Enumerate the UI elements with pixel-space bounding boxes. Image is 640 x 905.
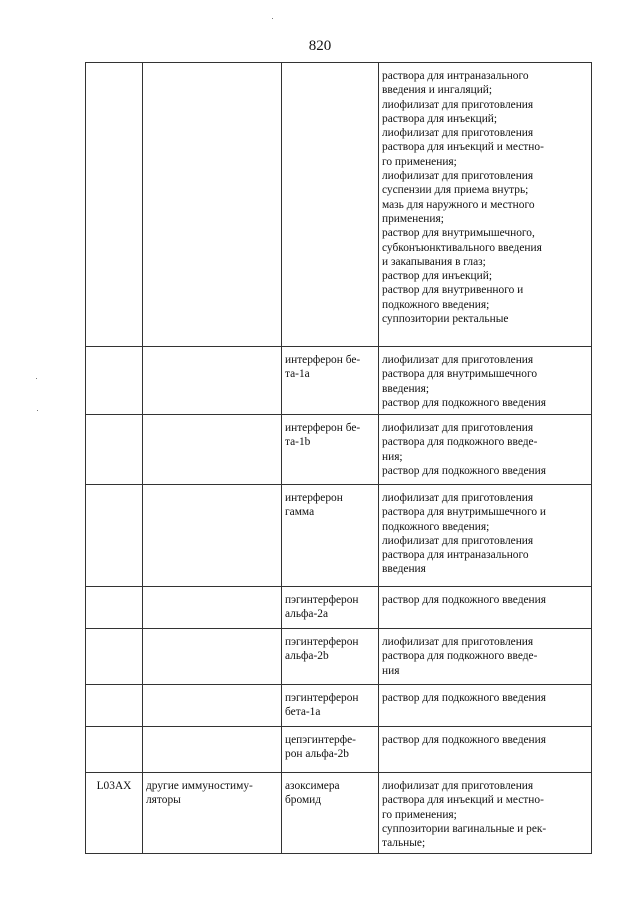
table-row — [86, 415, 592, 485]
drug-name-line: цепэгинтерфе- — [285, 734, 356, 746]
dosage-form-line: раствор для внутримышечного, — [382, 227, 535, 240]
group-name-cell — [143, 415, 282, 485]
dosage-form-line: лиофилизат для приготовления — [382, 534, 534, 547]
atc-code-cell — [86, 727, 143, 773]
dosage-form-line: субконъюнктивального введения — [382, 241, 542, 254]
drug-name-line: та-1a — [285, 368, 310, 381]
group-name-cell — [143, 629, 282, 685]
dosage-form-cell — [379, 587, 592, 629]
group-name-cell — [143, 485, 282, 587]
group-name-cell — [143, 727, 282, 773]
group-name-cell — [143, 63, 282, 347]
atc-code-cell — [86, 63, 143, 347]
dosage-form-line: го применения; — [382, 155, 457, 168]
dosage-form-line: раствора для инъекций и местно- — [382, 794, 544, 807]
group-name-cell — [143, 587, 282, 629]
scan-speck — [36, 378, 37, 379]
dosage-form-line: введения и ингаляций; — [382, 84, 493, 97]
atc-code-cell — [86, 485, 143, 587]
drug-name-cell — [282, 587, 379, 629]
dosage-form-cell — [379, 415, 592, 485]
dosage-form-cell — [379, 629, 592, 685]
table-row — [86, 685, 592, 727]
dosage-form-line: раствора для инъекций и местно- — [382, 141, 544, 154]
dosage-form-cell — [379, 485, 592, 587]
dosage-form-line: раствор для подкожного введения — [382, 396, 546, 409]
table-row — [86, 347, 592, 415]
dosage-form-line: введения; — [382, 382, 430, 395]
dosage-form-line: раствора для инъекций; — [382, 112, 498, 125]
dosage-form-line: лиофилизат для приготовления — [382, 354, 534, 366]
dosage-form-cell — [379, 347, 592, 415]
group-name-line: другие иммуностиму- — [146, 780, 253, 792]
table-row — [86, 773, 592, 854]
dosage-form-line: лиофилизат для приготовления — [382, 170, 534, 183]
drug-name-cell — [282, 347, 379, 415]
dosage-form-line: лиофилизат для приготовления — [382, 422, 534, 434]
table-row — [86, 727, 592, 773]
dosage-form-line: раствор для подкожного введения — [382, 464, 546, 477]
group-name-cell — [143, 685, 282, 727]
drug-name-cell — [282, 415, 379, 485]
group-name-cell — [143, 773, 282, 854]
atc-code-cell — [86, 415, 143, 485]
dosage-form-line: лиофилизат для приготовления — [382, 98, 534, 111]
drug-name-line: гамма — [285, 506, 315, 519]
drug-table — [85, 62, 592, 854]
drug-name-line: пэгинтерферон — [285, 692, 359, 704]
drug-name-cell — [282, 485, 379, 587]
drug-name-line: пэгинтерферон — [285, 594, 359, 606]
atc-code-cell: L03AX — [86, 773, 143, 854]
dosage-form-line: лиофилизат для приготовления — [382, 492, 534, 504]
dosage-form-line: раствор для подкожного введения — [382, 734, 546, 746]
dosage-form-line: введения — [382, 563, 426, 576]
drug-name-cell — [282, 685, 379, 727]
drug-name-line: интерферон бе- — [285, 422, 361, 434]
dosage-form-line: суппозитории вагинальные и рек- — [382, 822, 547, 835]
drug-table-body — [86, 63, 592, 854]
drug-name-cell — [282, 727, 379, 773]
drug-name-line: та-1b — [285, 436, 311, 449]
dosage-form-line: суспензии для приема внутрь; — [382, 184, 529, 197]
dosage-form-line: раствор для внутривенного и — [382, 284, 524, 297]
dosage-form-line: подкожного введения; — [382, 520, 490, 533]
dosage-form-line: лиофилизат для приготовления — [382, 127, 534, 140]
dosage-form-line: суппозитории ректальные — [382, 313, 509, 326]
atc-code-cell — [86, 629, 143, 685]
dosage-form-cell — [379, 727, 592, 773]
drug-name-cell — [282, 773, 379, 854]
dosage-form-line: и закапывания в глаз; — [382, 255, 486, 268]
atc-code-cell — [86, 685, 143, 727]
table-row — [86, 485, 592, 587]
dosage-form-cell — [379, 773, 592, 854]
dosage-form-cell — [379, 63, 592, 347]
dosage-form-line: ния; — [382, 450, 403, 463]
drug-name-line: альфа-2b — [285, 650, 329, 663]
dosage-form-line: го применения; — [382, 808, 457, 821]
group-name-line: ляторы — [146, 794, 181, 807]
dosage-form-line: применения; — [382, 212, 444, 225]
drug-name-line: бета-1a — [285, 706, 321, 719]
drug-name-line: пэгинтерферон — [285, 636, 359, 648]
dosage-form-line: лиофилизат для приготовления — [382, 780, 534, 792]
dosage-form-line: раствора для подкожного введе- — [382, 436, 538, 449]
dosage-form-line: раствора для внутримышечного — [382, 368, 538, 381]
atc-code-cell — [86, 347, 143, 415]
drug-name-cell — [282, 63, 379, 347]
dosage-form-cell — [379, 685, 592, 727]
drug-name-line: интерферон бе- — [285, 354, 361, 366]
table-row — [86, 63, 592, 347]
dosage-form-line: раствор для подкожного введения — [382, 692, 546, 704]
dosage-form-line: тальные; — [382, 837, 426, 850]
dosage-form-line: раствора для подкожного введе- — [382, 650, 538, 663]
group-name-cell — [143, 347, 282, 415]
dosage-form-line: подкожного введения; — [382, 298, 490, 311]
drug-name-cell — [282, 629, 379, 685]
dosage-form-line: раствор для инъекций; — [382, 270, 493, 283]
table-row — [86, 587, 592, 629]
drug-name-line: азоксимера — [285, 780, 340, 792]
dosage-form-line: раствора для интраназального — [382, 70, 529, 82]
scan-speck — [37, 410, 38, 411]
dosage-form-line: мазь для наружного и местного — [382, 198, 535, 211]
drug-name-line: рон альфа-2b — [285, 748, 349, 761]
dosage-form-line: раствора для внутримышечного и — [382, 506, 546, 519]
drug-name-line: бромид — [285, 794, 322, 807]
drug-name-line: альфа-2a — [285, 608, 329, 621]
atc-code-cell — [86, 587, 143, 629]
dosage-form-line: раствор для подкожного введения — [382, 594, 546, 606]
scan-speck — [272, 18, 273, 19]
dosage-form-line: лиофилизат для приготовления — [382, 636, 534, 648]
page-number: 820 — [308, 38, 332, 54]
drug-name-line: интерферон — [285, 492, 343, 504]
dosage-form-line: раствора для интраназального — [382, 549, 529, 562]
table-row — [86, 629, 592, 685]
dosage-form-line: ния — [382, 664, 400, 677]
